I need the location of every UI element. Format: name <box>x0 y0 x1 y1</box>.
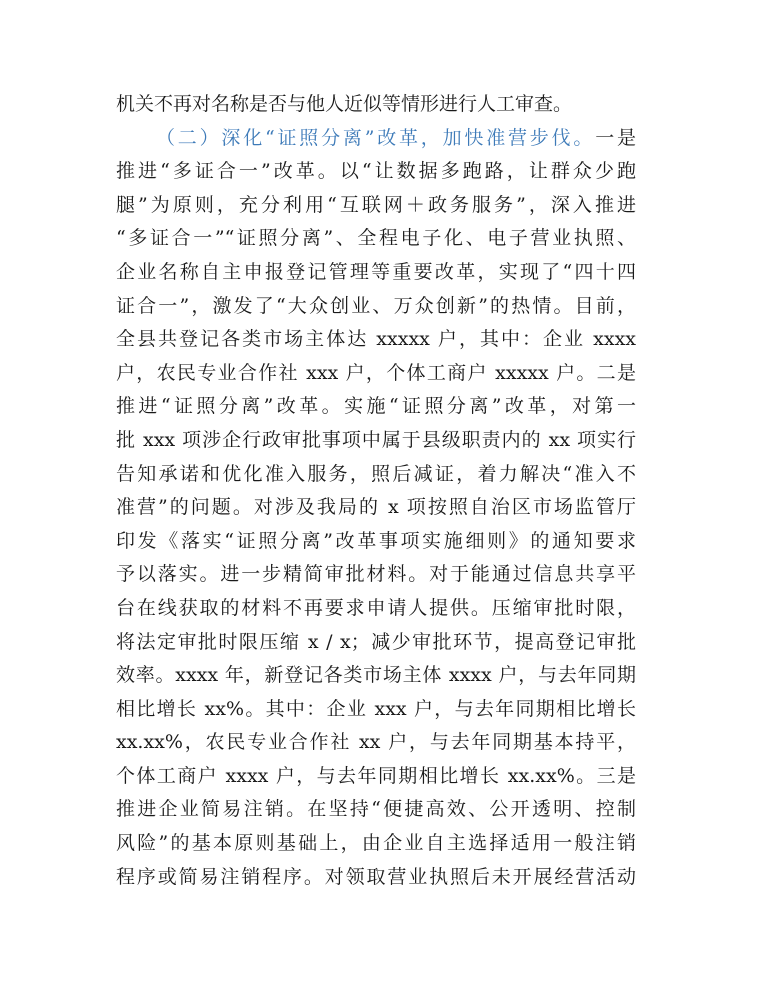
text-line <box>116 558 636 592</box>
text-line <box>116 390 636 424</box>
text-line <box>116 222 636 256</box>
text-line <box>116 760 636 794</box>
line-text: xx.xx%，农民专业合作社 xx 户，与去年同期基本持平， <box>116 731 636 754</box>
line-text: 证合一”，激发了“大众创业、万众创新”的热情。目前， <box>116 294 636 317</box>
line-text: 程序或简易注销程序。对领取营业执照后未开展经营活动 <box>116 865 636 888</box>
text-line <box>116 323 636 357</box>
text-line <box>116 424 636 458</box>
text-line <box>116 659 636 693</box>
line-text: “多证合一”“证照分离”、全程电子化、电子营业执照、 <box>116 227 636 250</box>
text-line <box>116 458 636 492</box>
line-text: 准营”的问题。对涉及我局的 x 项按照自治区市场监管厅 <box>116 496 636 519</box>
text-line <box>116 290 636 324</box>
line-text: 告知承诺和优化准入服务，照后减证，着力解决“准入不 <box>116 462 636 485</box>
line-text: 一是 <box>595 126 636 149</box>
line-text: 予以落实。进一步精简审批材料。对于能通过信息共享平 <box>116 563 636 586</box>
text-line <box>116 189 636 223</box>
text-line <box>116 793 636 827</box>
text-line <box>116 726 636 760</box>
text-line <box>116 626 636 660</box>
line-text: 腿”为原则，充分利用“互联网＋政务服务”，深入推进 <box>116 193 636 216</box>
text-line <box>116 88 636 122</box>
text-line <box>116 122 636 156</box>
text-line <box>116 693 636 727</box>
line-text: 印发《落实“证照分离”改革事项实施细则》的通知要求 <box>116 529 636 552</box>
text-line <box>116 491 636 525</box>
line-text: 机关不再对名称是否与他人近似等情形进行人工审查。 <box>116 93 573 115</box>
line-text: 推进“证照分离”改革。实施“证照分离”改革，对第一 <box>116 395 636 418</box>
line-text: 台在线获取的材料不再要求申请人提供。压缩审批时限， <box>116 596 636 619</box>
line-text: 推进“多证合一”改革。以“让数据多跑路，让群众少跑 <box>116 160 636 183</box>
line-text: 企业名称自主申报登记管理等重要改革，实现了“四十四 <box>116 260 636 283</box>
text-line <box>116 827 636 861</box>
text-line <box>116 861 636 895</box>
line-text: 风险”的基本原则基础上，由企业自主选择适用一般注销 <box>116 832 636 855</box>
text-line <box>116 155 636 189</box>
section-heading: （二）深化“证照分离”改革，加快准营步伐。 <box>156 126 596 149</box>
line-text: 效率。xxxx 年，新登记各类市场主体 xxxx 户，与去年同期 <box>116 664 636 687</box>
body-text <box>116 88 636 894</box>
line-text: 推进企业简易注销。在坚持“便捷高效、公开透明、控制 <box>116 798 636 821</box>
text-line <box>116 357 636 391</box>
text-line <box>116 256 636 290</box>
text-line <box>116 525 636 559</box>
text-line <box>116 592 636 626</box>
line-text: 户，农民专业合作社 xxx 户，个体工商户 xxxxx 户。二是 <box>116 361 636 384</box>
line-text: 全县共登记各类市场主体达 xxxxx 户，其中：企业 xxxx <box>116 328 636 351</box>
line-text: 个体工商户 xxxx 户，与去年同期相比增长 xx.xx%。三是 <box>116 764 636 787</box>
line-text: 批 xxx 项涉企行政审批事项中属于县级职责内的 xx 项实行 <box>116 428 636 451</box>
line-text: 将法定审批时限压缩 x / x；减少审批环节，提高登记审批 <box>116 630 636 653</box>
line-text: 相比增长 xx%。其中：企业 xxx 户，与去年同期相比增长 <box>116 697 636 720</box>
